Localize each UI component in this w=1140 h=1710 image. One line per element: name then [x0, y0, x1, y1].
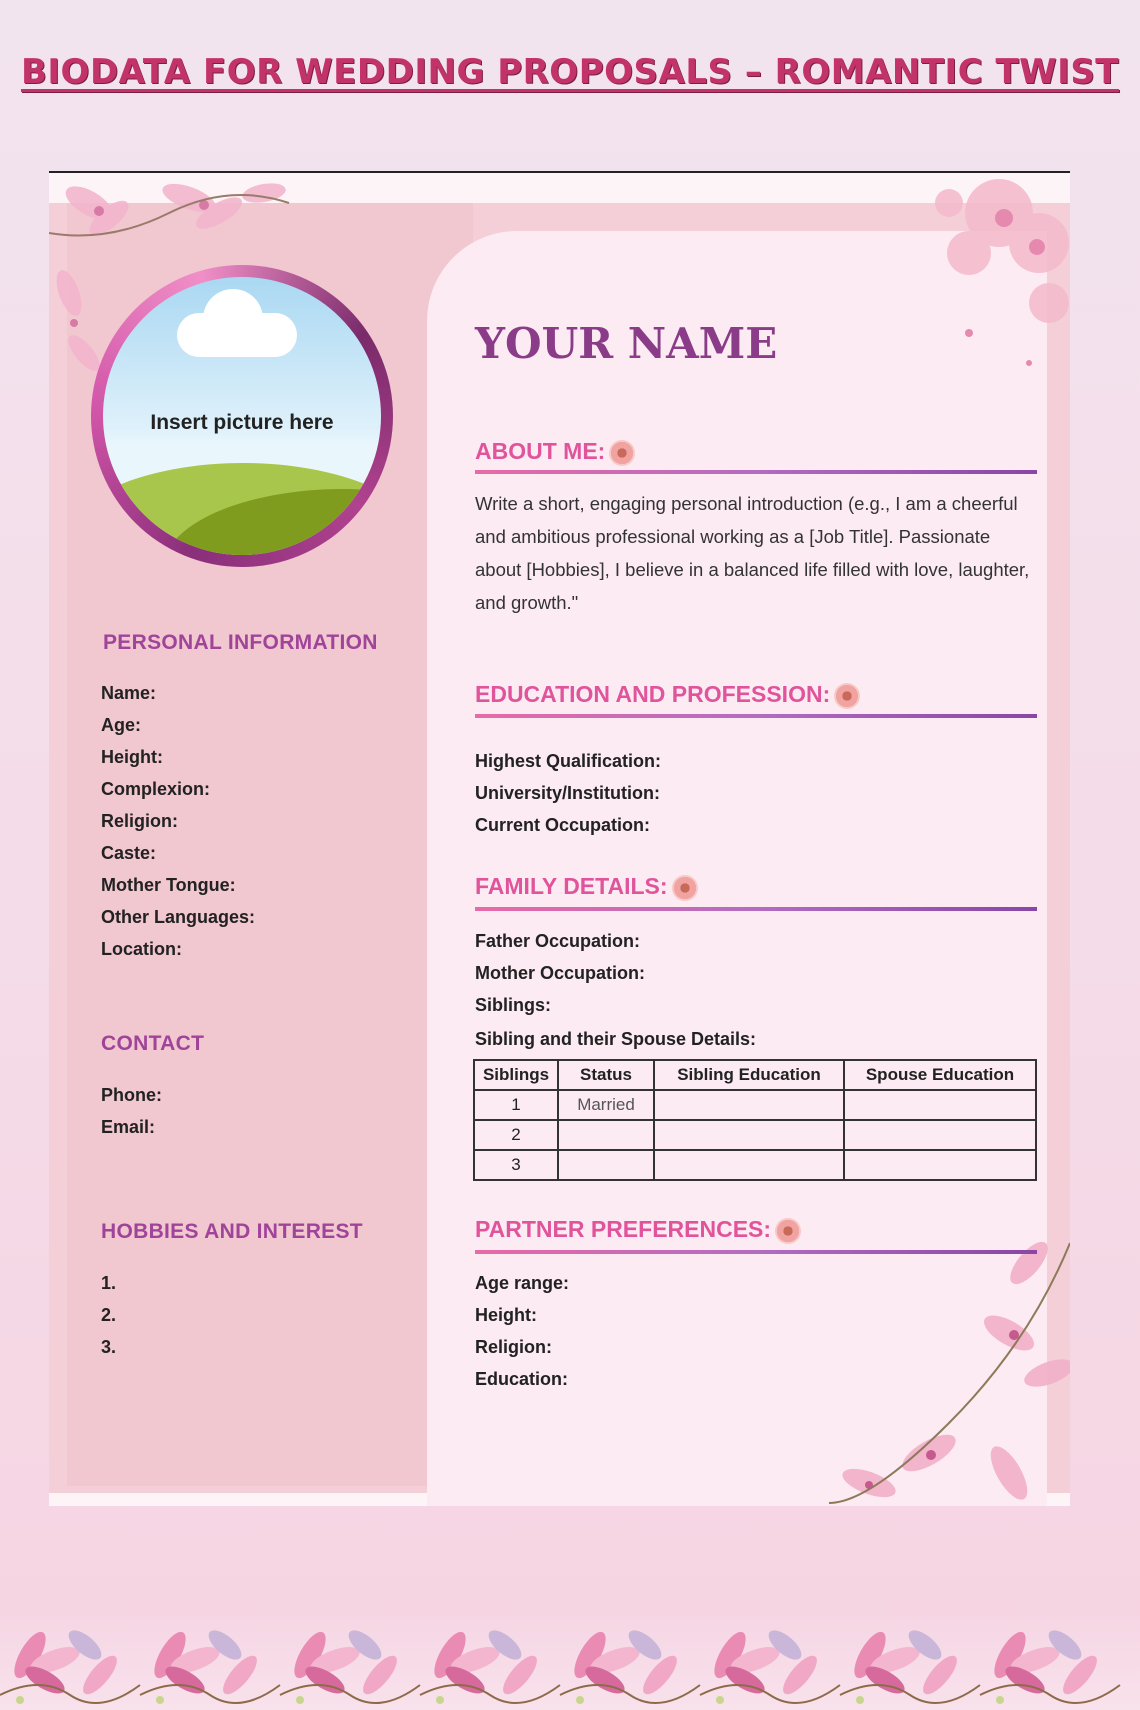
field-preferred-education: Education: — [475, 1369, 568, 1389]
table-cell — [654, 1150, 844, 1180]
floral-top-right-decoration — [909, 173, 1070, 393]
field-university: University/Institution: — [475, 783, 661, 803]
field-phone: Phone: — [101, 1085, 162, 1105]
table-row — [474, 1150, 1036, 1180]
contact-heading: CONTACT — [101, 1032, 205, 1055]
flower-icon — [834, 683, 860, 709]
candidate-name: YOUR NAME — [475, 319, 778, 368]
hobbies-heading: HOBBIES AND INTEREST — [101, 1220, 363, 1243]
photo-placeholder-label: Insert picture here — [150, 411, 334, 434]
table-header: Spouse Education — [844, 1060, 1036, 1090]
field-highest-qualification: Highest Qualification: — [475, 751, 662, 771]
table-cell — [558, 1120, 654, 1150]
field-siblings: Siblings: — [475, 995, 551, 1015]
table-cell — [844, 1090, 1036, 1120]
floral-bottom-right-decoration — [809, 1223, 1070, 1506]
table-cell — [844, 1120, 1036, 1150]
table-header: Sibling Education — [654, 1060, 844, 1090]
about-me-heading-label: ABOUT ME: — [475, 438, 606, 464]
field-caste: Caste: — [101, 843, 157, 863]
field-father-occupation: Father Occupation: — [475, 931, 641, 951]
field-other-languages: Other Languages: — [101, 907, 256, 927]
section-divider — [475, 1250, 1037, 1254]
section-divider — [475, 470, 1037, 474]
partner-preferences-heading-label: PARTNER PREFERENCES: — [475, 1216, 772, 1242]
flower-icon — [775, 1218, 801, 1244]
field-age-range: Age range: — [475, 1273, 570, 1293]
page-title: BIODATA FOR WEDDING PROPOSALS – ROMANTIC TWIST — [20, 52, 1120, 92]
table-cell: Married — [558, 1090, 654, 1120]
table-cell — [654, 1120, 844, 1150]
hobby-item: 2. — [101, 1305, 117, 1325]
field-sibling-spouse-details: Sibling and their Spouse Details: — [475, 1029, 757, 1049]
hobby-item: 1. — [101, 1273, 117, 1293]
magnolia-pattern — [0, 1615, 1140, 1710]
field-height: Height: — [101, 747, 163, 767]
field-location: Location: — [101, 939, 182, 959]
family-details-heading-label: FAMILY DETAILS: — [475, 873, 668, 899]
about-me-heading — [475, 438, 635, 466]
field-current-occupation: Current Occupation: — [475, 815, 651, 835]
field-religion: Religion: — [101, 811, 178, 831]
field-email: Email: — [101, 1117, 156, 1137]
field-mother-occupation: Mother Occupation: — [475, 963, 645, 983]
floral-border-strip — [0, 1615, 1140, 1710]
field-complexion: Complexion: — [101, 779, 211, 799]
table-cell — [558, 1150, 654, 1180]
flower-icon — [672, 875, 698, 901]
section-divider — [475, 714, 1037, 718]
siblings-table — [473, 1059, 1037, 1181]
flower-icon — [609, 440, 635, 466]
table-cell — [844, 1150, 1036, 1180]
about-me-text: Write a short, engaging personal introduction (e.g., I am a cheerful and ambitious professional working as a [Job Title]. Passionate about [Hobbies], I believe in a balanced life filled with love, laughter, and growth." — [475, 493, 1030, 613]
table-header: Status — [558, 1060, 654, 1090]
field-mother-tongue: Mother Tongue: — [101, 875, 236, 895]
personal-information-heading: PERSONAL INFORMATION — [103, 631, 378, 654]
table-header-row — [474, 1060, 1036, 1090]
table-cell — [654, 1090, 844, 1120]
section-divider — [475, 907, 1037, 911]
table-row — [474, 1090, 1036, 1120]
table-header: Siblings — [474, 1060, 558, 1090]
education-heading-label: EDUCATION AND PROFESSION: — [475, 681, 831, 707]
table-cell: 2 — [474, 1120, 558, 1150]
table-row — [474, 1120, 1036, 1150]
family-details-heading — [475, 873, 698, 901]
field-age: Age: — [101, 715, 141, 735]
biodata-document — [49, 171, 1070, 1506]
profile-photo-placeholder[interactable] — [103, 277, 381, 555]
table-cell: 1 — [474, 1090, 558, 1120]
table-cell: 3 — [474, 1150, 558, 1180]
cloud-icon — [177, 313, 297, 357]
field-preferred-height: Height: — [475, 1305, 537, 1325]
partner-preferences-heading — [475, 1216, 801, 1244]
education-heading — [475, 681, 860, 709]
field-name: Name: — [101, 683, 157, 703]
hobby-item: 3. — [101, 1337, 117, 1357]
field-preferred-religion: Religion: — [475, 1337, 552, 1357]
